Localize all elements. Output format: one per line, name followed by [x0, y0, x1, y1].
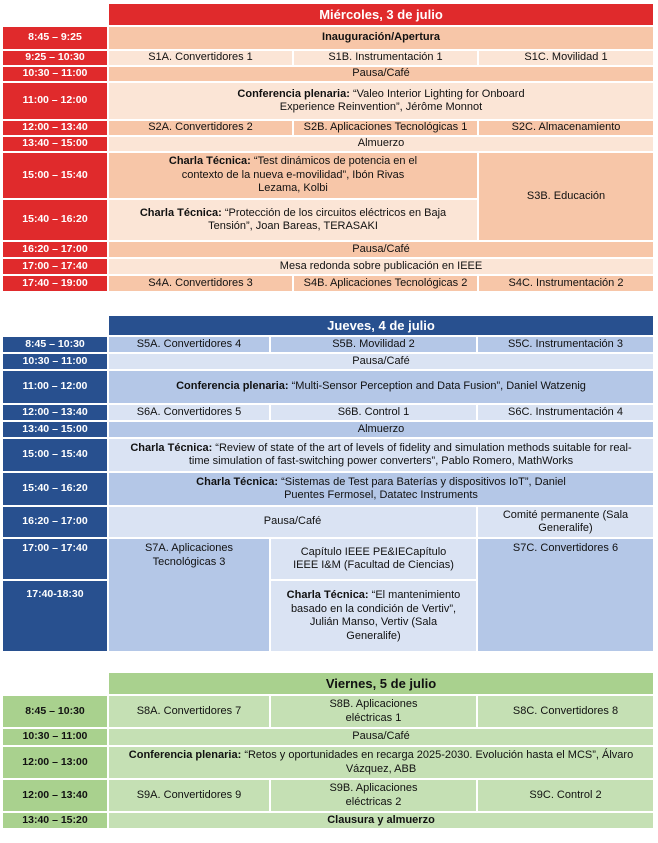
time-cell: 12:00 – 13:40 — [3, 780, 107, 811]
break-cell: Pausa/Café — [109, 242, 653, 257]
break-cell: Pausa/Café — [109, 354, 653, 369]
session-b: S8B. Aplicaciones eléctricas 1 — [271, 696, 476, 727]
session-a: S6A. Convertidores 5 — [109, 405, 269, 420]
day-header: Viernes, 5 de julio — [109, 673, 653, 694]
time-cell: 15:40 – 16:20 — [3, 473, 107, 505]
session-a: S9A. Convertidores 9 — [109, 780, 269, 811]
day-header: Miércoles, 3 de julio — [109, 4, 653, 25]
session-a: S7A. Aplicaciones Tecnológicas 3 — [109, 539, 269, 651]
plenary-cell — [109, 747, 653, 778]
lunch-cell: Almuerzo — [109, 137, 653, 151]
session-a: S1A. Convertidores 1 — [109, 51, 292, 65]
break-cell: Pausa/Café — [109, 67, 653, 81]
tech-talk-text: “Test dinámicos de potencia en el contexto de la nueva e-movilidad”, Ibón Rivas Lezama, Kolbi — [181, 155, 418, 195]
time-cell: 11:00 – 12:00 — [3, 371, 107, 403]
time-cell: 12:00 – 13:00 — [3, 747, 107, 778]
tech-talk-label: Charla Técnica: — [196, 475, 279, 488]
time-cell: 13:40 – 15:00 — [3, 422, 107, 437]
session-s3b: S3B. Educación — [479, 153, 653, 240]
corner-cell — [3, 673, 107, 694]
plenary-text: “Valeo Interior Lighting for Onboard Experience Reinvention”, Jérôme Monnot — [279, 87, 525, 113]
plenary-label: Conferencia plenaria: — [176, 380, 289, 393]
time-cell: 17:40-18:30 — [3, 581, 107, 651]
time-cell: 15:00 – 15:40 — [3, 439, 107, 471]
tech-talk-label: Charla Técnica: — [286, 589, 369, 601]
tech-talk-text: “Protección de los circuitos eléctricos en Baja Tensión”, Joan Bareas, TERASAKI — [208, 206, 447, 232]
time-cell: 10:30 – 11:00 — [3, 67, 107, 81]
tech-talk-label: Charla Técnica: — [130, 441, 213, 454]
time-cell: 12:00 – 13:40 — [3, 121, 107, 135]
session-a: S4A. Convertidores 3 — [109, 276, 292, 291]
session-c: S1C. Movilidad 1 — [479, 51, 653, 65]
time-cell: 16:20 – 17:00 — [3, 242, 107, 257]
session-b: S2B. Aplicaciones Tecnológicas 1 — [294, 121, 477, 135]
plenary-text: “Retos y oportunidades en recarga 2025-2030. Evolución hasta el MCS”, Álvaro Vázquez, ABB — [241, 749, 634, 775]
plenary-cell — [109, 371, 653, 403]
session-a: S8A. Convertidores 7 — [109, 696, 269, 727]
corner-cell — [3, 316, 107, 335]
plenary-label: Conferencia plenaria: — [237, 87, 350, 100]
tech-talk-text: “Sistemas de Test para Baterías y dispositivos IoT”, Daniel Puentes Fermosel, Datatec Instruments — [278, 475, 566, 501]
tech-talk-cell — [109, 473, 653, 505]
tech-talk-text: “Review of state of the art of levels of fidelity and simulation methods suitable for real-time simulation of fast-switching power converters”, Pablo Romero, MathWorks — [188, 441, 632, 467]
closing-cell: Clausura y almuerzo — [109, 813, 653, 828]
time-cell: 13:40 – 15:00 — [3, 137, 107, 151]
session-b: S6B. Control 1 — [271, 405, 476, 420]
session-c: S4C. Instrumentación 2 — [479, 276, 653, 291]
session-c: S6C. Instrumentación 4 — [478, 405, 653, 420]
roundtable-cell: Mesa redonda sobre publicación en IEEE — [109, 259, 653, 274]
time-cell: 9:25 – 10:30 — [3, 51, 107, 65]
tech-talk-cell — [109, 439, 653, 471]
session-c: S5C. Instrumentación 3 — [478, 337, 653, 352]
committee-cell: Comité permanente (Sala Generalife) — [478, 507, 653, 537]
session-c: S8C. Convertidores 8 — [478, 696, 653, 727]
break-cell: Pausa/Café — [109, 729, 653, 745]
time-cell: 8:45 – 10:30 — [3, 337, 107, 352]
time-cell: 15:40 – 16:20 — [3, 200, 107, 240]
time-cell: 17:40 – 19:00 — [3, 276, 107, 291]
day3-schedule — [3, 673, 653, 828]
time-cell: 8:45 – 10:30 — [3, 696, 107, 727]
time-cell: 15:00 – 15:40 — [3, 153, 107, 198]
session-b: S9B. Aplicaciones eléctricas 2 — [271, 780, 476, 811]
session-a: S2A. Convertidores 2 — [109, 121, 292, 135]
session-c: S2C. Almacenamiento — [479, 121, 653, 135]
session-b: S5B. Movilidad 2 — [271, 337, 476, 352]
break-cell: Pausa/Café — [109, 507, 476, 537]
tech-talk-label: Charla Técnica: — [168, 155, 251, 168]
time-cell: 16:20 – 17:00 — [3, 507, 107, 537]
time-cell: 10:30 – 11:00 — [3, 354, 107, 369]
session-b: S1B. Instrumentación 1 — [294, 51, 477, 65]
corner-cell — [3, 4, 107, 25]
time-cell: 17:00 – 17:40 — [3, 259, 107, 274]
plenary-label: Conferencia plenaria: — [128, 749, 242, 761]
time-cell: 11:00 – 12:00 — [3, 83, 107, 119]
tech-talk-cell — [271, 581, 476, 651]
ieee-chapter-cell: Capítulo IEEE PE&IECapítulo IEEE I&M (Facultad de Ciencias) — [271, 539, 476, 579]
lunch-cell: Almuerzo — [109, 422, 653, 437]
session-b: S4B. Aplicaciones Tecnológicas 2 — [294, 276, 477, 291]
tech-talk-cell — [109, 153, 477, 198]
plenary-text: “Multi-Sensor Perception and Data Fusion”, Daniel Watzenig — [288, 380, 586, 393]
tech-talk-label: Charla Técnica: — [139, 206, 222, 219]
tech-talk-text: “El mantenimiento basado en la condición de Vertiv”, Julián Manso, Vertiv (Sala Generalife) — [290, 589, 461, 642]
opening-cell: Inauguración/Apertura — [109, 27, 653, 49]
time-cell: 12:00 – 13:40 — [3, 405, 107, 420]
time-cell: 17:00 – 17:40 — [3, 539, 107, 579]
time-cell: 10:30 – 11:00 — [3, 729, 107, 745]
plenary-cell — [109, 83, 653, 119]
session-c: S9C. Control 2 — [478, 780, 653, 811]
time-cell: 8:45 – 9:25 — [3, 27, 107, 49]
session-a: S5A. Convertidores 4 — [109, 337, 269, 352]
day2-schedule — [3, 316, 653, 651]
day-header: Jueves, 4 de julio — [109, 316, 653, 335]
time-cell: 13:40 – 15:20 — [3, 813, 107, 828]
tech-talk-cell — [109, 200, 477, 240]
session-c: S7C. Convertidores 6 — [478, 539, 653, 651]
day1-schedule — [3, 4, 653, 291]
